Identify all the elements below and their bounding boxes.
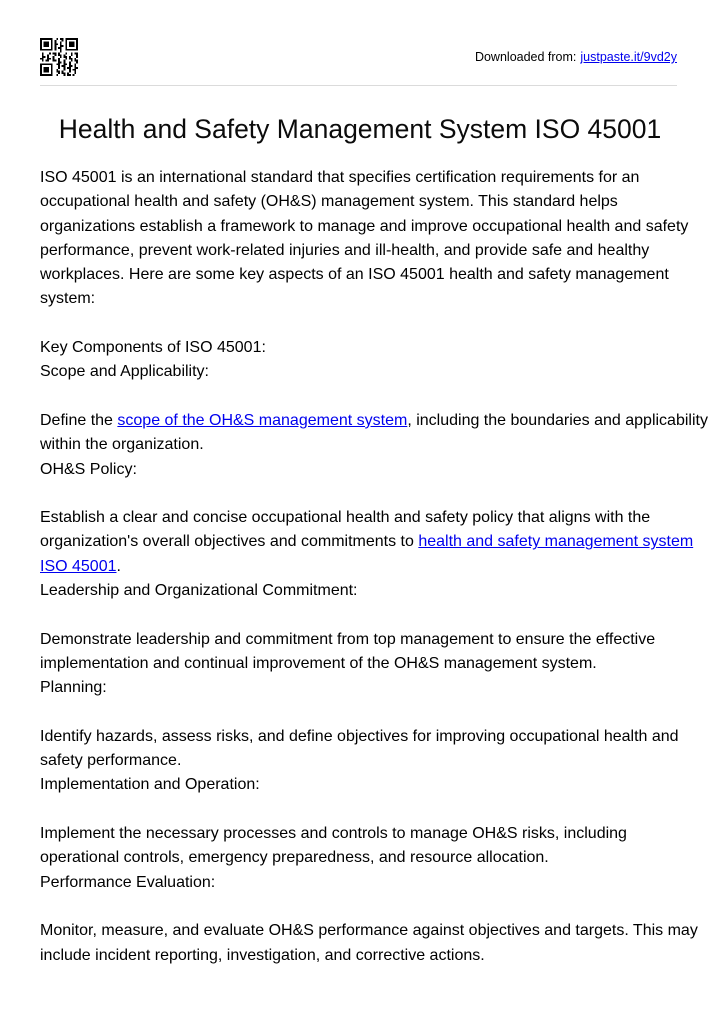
paragraph: Demonstrate leadership and commitment from top management to ensure the effective implementation and continual improvement of the OH&S management system. Planning: (40, 630, 656, 697)
header-divider (40, 85, 677, 86)
source-link[interactable]: justpaste.it/9vd2y (580, 50, 677, 64)
paragraph: Implement the necessary processes and controls to manage OH&S risks, including operational controls, emergency preparedness, and resource allocation. Performance Evaluation: (40, 825, 627, 891)
paragraph: Key Components of ISO 45001: Scope and Applicability: (40, 339, 266, 381)
paragraph: Define the scope of the OH&S management system, including the boundaries and applicability within the organization. OH&S Policy: (40, 411, 708, 478)
paragraph: Monitor, measure, and evaluate OH&S performance against objectives and targets. This may include incident reporting, investigation, and corrective actions. (40, 922, 698, 964)
inline-link[interactable]: scope of the OH&S management system (117, 411, 408, 429)
page-header (40, 0, 677, 76)
download-source-label: Downloaded from: (474, 50, 577, 64)
document-body (40, 166, 709, 968)
qr-code-icon (40, 38, 78, 76)
paragraph: Identify hazards, assess risks, and define objectives for improving occupational health and safety performance. Implementation and Operation: (40, 727, 679, 794)
paragraph: Establish a clear and concise occupational health and safety policy that aligns with the organization's overall objectives and commitments to health and safety management system ISO 45001. Leadership and Organizational Commitment: (40, 509, 694, 600)
paragraph: ISO 45001 is an international standard that specifies certification requirements for an occupational health and safety (OH&S) management system. This standard helps organizations establish a framework to manage and improve occupational health and safety performance, prevent work-related injuries and ill-health, and provide safe and healthy workplaces. Here are some key aspects of an ISO 45001 health and safety management system: (40, 169, 689, 308)
inline-link[interactable]: health and safety management system ISO 45001 (40, 533, 694, 575)
download-source (475, 49, 677, 65)
page-title: Health and Safety Management System ISO 45001 (58, 114, 662, 144)
